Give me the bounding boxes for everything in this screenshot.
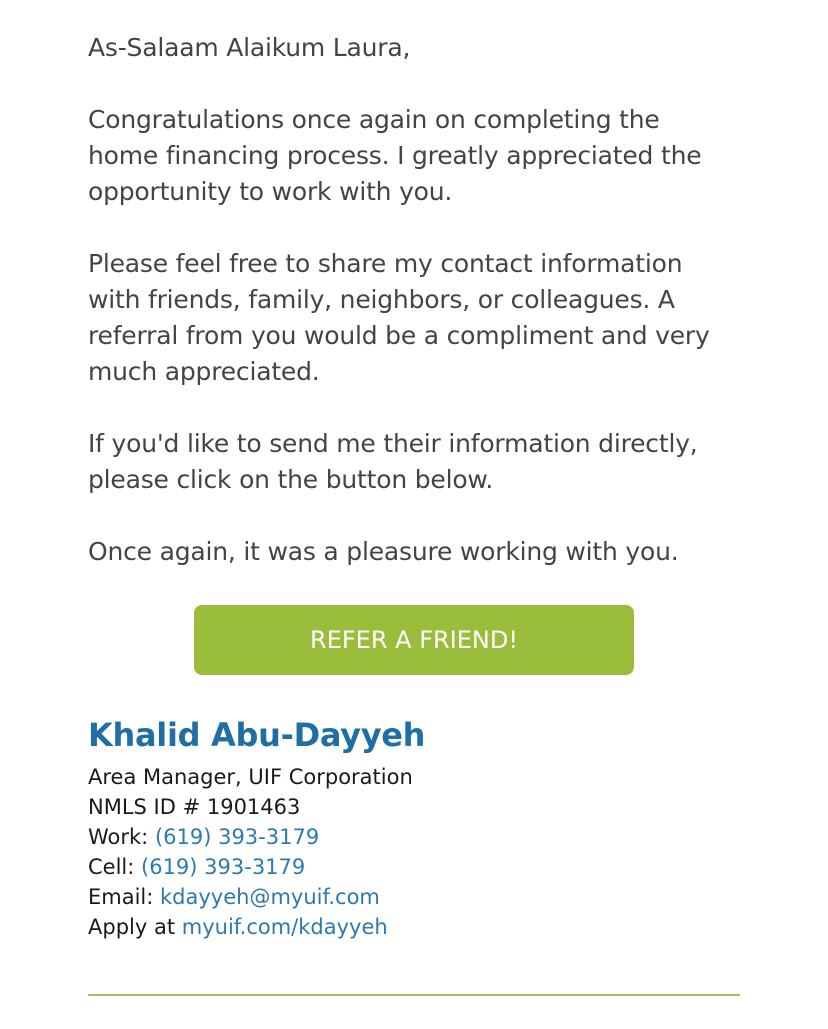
signature-nmls: NMLS ID # 1901463 [88,795,301,819]
paragraph-closing: Once again, it was a pleasure working with you. [88,537,679,566]
cell-phone-link[interactable]: (619) 393-3179 [141,855,306,879]
email-signature [88,712,748,942]
signature-email-line [88,882,748,912]
email-address-link[interactable]: kdayyeh@myuif.com [160,885,380,909]
apply-label: Apply at [88,915,182,939]
email-body [88,30,748,570]
work-label: Work: [88,825,155,849]
signature-work-line [88,822,748,852]
paragraph-referral: Please feel free to share my contact information with friends, family, neighbors, or colleagues. A referral from you would be a compliment and very much appreciated. [88,249,710,386]
work-phone-link[interactable]: (619) 393-3179 [154,825,320,849]
signature-cell-line [88,852,748,882]
footer-divider [88,994,740,996]
cta-container [194,605,634,675]
signature-name: Khalid Abu-Dayyeh [88,716,426,754]
signature-apply-line [88,912,748,942]
apply-url-link[interactable]: myuif.com/kdayyeh [181,915,388,939]
greeting: As-Salaam Alaikum Laura, [88,33,411,62]
signature-title: Area Manager, UIF Corporation [88,765,413,789]
email-label: Email: [88,885,161,909]
refer-a-friend-button[interactable]: REFER A FRIEND! [194,605,634,675]
paragraph-instructions: If you'd like to send me their information directly, please click on the button below. [88,429,698,494]
cell-label: Cell: [88,855,142,879]
paragraph-congratulations: Congratulations once again on completing the home financing process. I greatly appreciated the opportunity to work with you. [88,105,702,206]
